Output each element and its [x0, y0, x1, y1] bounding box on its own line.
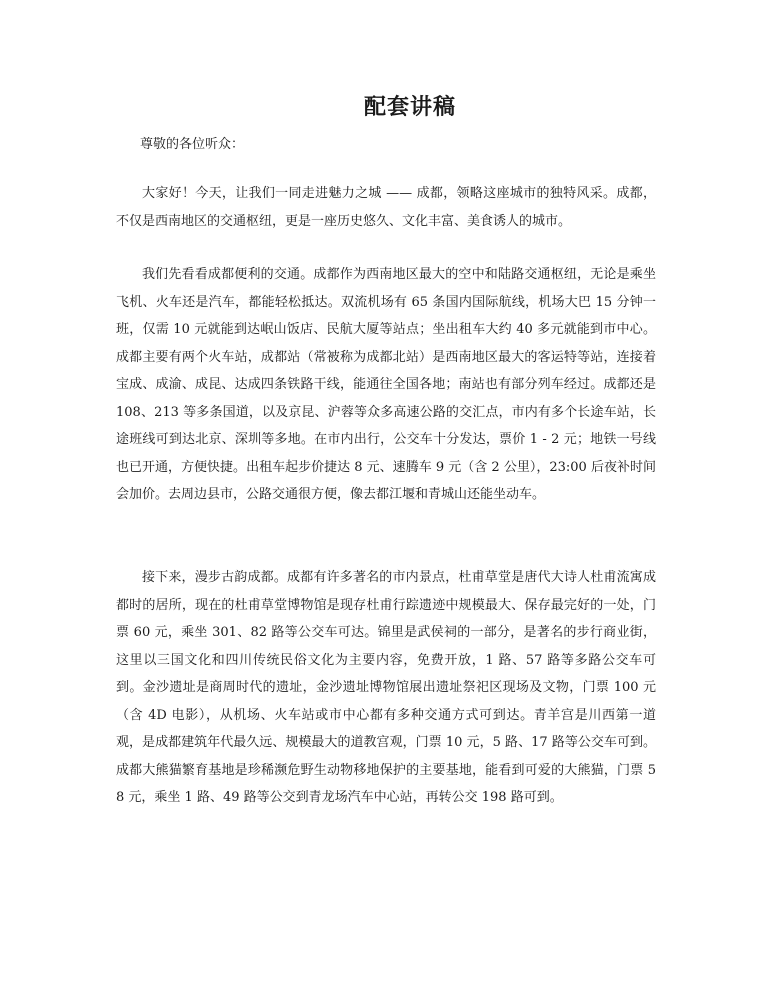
paragraph-attractions: 接下来，漫步古韵成都。成都有许多著名的市内景点，杜甫草堂是唐代大诗人杜甫流寓成都时的居所，现在的杜甫草堂博物馆是现存杜甫行踪遗迹中规模最大、保存最完好的一处，门票 60 元，乘坐 301、82 路等公交车可达。锦里是武侯祠的一部分，是著名的步行商业街，这里以三国文化和四川传统民俗文化为主要内容，免费开放，1 路、57 路等多路公交车可到。金沙遗址是商周时代的遗址，金沙遗址博物馆展出遗址祭祀区现场及文物，门票 100 元（含 4D 电影），从机场、火车站或市中心都有多种交通方式可到达。青羊宫是川西第一道观，是成都建筑年代最久远、规模最大的道教宫观，门票 10 元，5 路、17 路等公交车可到。成都大熊猫繁育基地是珍稀濒危野生动物移地保护的主要基地，能看到可爱的大熊猫，门票 58 元，乘坐 1 路、49 路等公交到青龙场汽车中心站，再转公交 198 路可到。: [116, 570, 656, 805]
paragraph-intro: 大家好！今天，让我们一同走进魅力之城 —— 成都，领略这座城市的独特风采。成都，不仅是西南地区的交通枢纽，更是一座历史悠久、文化丰富、美食诱人的城市。: [116, 186, 656, 229]
paragraph-transport: 我们先看看成都便利的交通。成都作为西南地区最大的空中和陆路交通枢纽，无论是乘坐飞机、火车还是汽车，都能轻松抵达。双流机场有 65 条国内国际航线，机场大巴 15 分钟一班，仅需 10 元就能到达岷山饭店、民航大厦等站点；坐出租车大约 40 多元就能到市中心。成都主要有两个火车站，成都站（常被称为成都北站）是西南地区最大的客运特等站，连接着宝成、成渝、成昆、达成四条铁路干线，能通往全国各地；南站也有部分列车经过。成都还是 108、213 等多条国道，以及京昆、沪蓉等众多高速公路的交汇点，市内有多个长途车站，长途班线可到达北京、深圳等多地。在市内出行，公交车十分发达，票价 1 - 2 元；地铁一号线也已开通，方便快捷。出租车起步价捷达 8 元、速腾车 9 元（含 2 公里），23:00 后夜补时间会加价。去周边县市，公路交通很方便，像去都江堰和青城山还能坐动车。: [116, 267, 656, 502]
page-title: 配套讲稿: [363, 94, 456, 120]
greeting: 尊敬的各位听众：: [140, 137, 245, 152]
